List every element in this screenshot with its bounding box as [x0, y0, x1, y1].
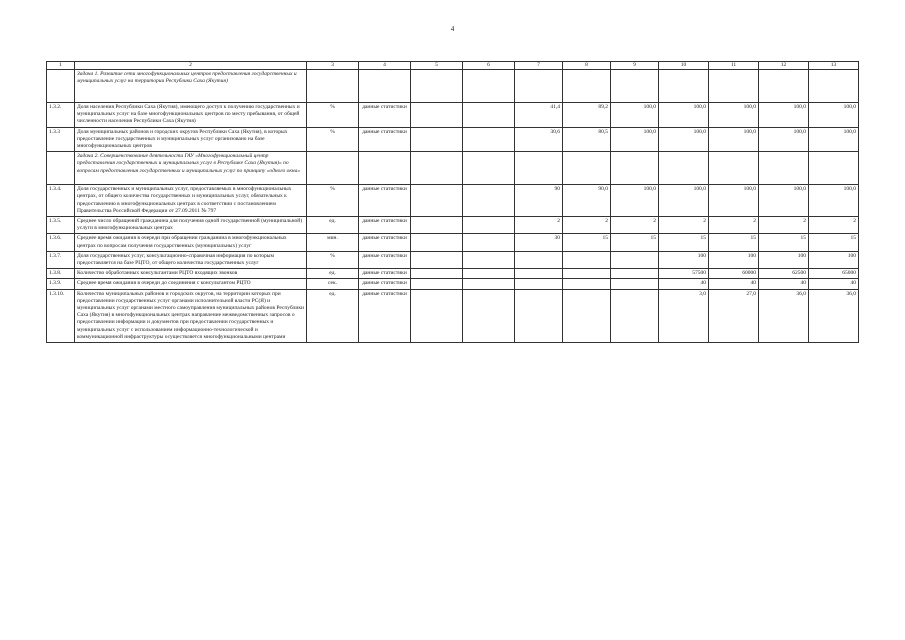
value-cell: 30,6 — [515, 127, 563, 152]
indicators-table — [46, 61, 859, 343]
unit-cell: ед. — [307, 289, 359, 342]
value-cell: 30 — [515, 234, 563, 251]
value-cell: 80,5 — [563, 127, 611, 152]
value-cell: 100,0 — [709, 103, 759, 128]
table-row — [47, 269, 859, 279]
value-cell — [563, 289, 611, 342]
value-cell — [411, 127, 463, 152]
value-cell — [463, 269, 515, 279]
value-cell: 100,0 — [709, 127, 759, 152]
value-cell: 100,0 — [611, 127, 659, 152]
value-cell — [463, 217, 515, 234]
source-cell: данные статистики — [359, 279, 411, 289]
value-cell — [515, 269, 563, 279]
value-cell: 57500 — [659, 269, 709, 279]
empty-cell — [611, 70, 659, 103]
value-cell — [563, 279, 611, 289]
table-row — [47, 289, 859, 342]
value-cell: 40 — [709, 279, 759, 289]
empty-cell — [411, 152, 463, 185]
value-cell: 15 — [611, 234, 659, 251]
row-number: 1.3.9. — [47, 279, 75, 289]
empty-cell — [515, 152, 563, 185]
value-cell: 100,0 — [611, 185, 659, 217]
value-cell — [563, 251, 611, 268]
source-cell: данные статистики — [359, 127, 411, 152]
value-cell — [515, 289, 563, 342]
table-body — [47, 70, 859, 343]
value-cell: 100,0 — [809, 127, 859, 152]
empty-cell — [563, 70, 611, 103]
column-header: 4 — [359, 62, 411, 70]
row-number: 1.3.5. — [47, 217, 75, 234]
row-number: 1.3.8. — [47, 269, 75, 279]
empty-cell — [563, 152, 611, 185]
task-row — [47, 152, 859, 185]
row-number: 1.3.10. — [47, 289, 75, 342]
empty-cell — [759, 152, 809, 185]
value-cell: 100,0 — [659, 185, 709, 217]
value-cell: 100,0 — [759, 103, 809, 128]
indicator-name: Количество обработанных консультантами РЦТО входящих звонков — [75, 269, 307, 279]
empty-cell — [411, 70, 463, 103]
column-header: 8 — [563, 62, 611, 70]
value-cell: 100,0 — [759, 185, 809, 217]
value-cell: 15 — [809, 234, 859, 251]
table-row — [47, 217, 859, 234]
column-header: 11 — [709, 62, 759, 70]
source-cell: данные статистики — [359, 269, 411, 279]
source-cell: данные статистики — [359, 234, 411, 251]
empty-cell — [515, 70, 563, 103]
unit-cell: % — [307, 185, 359, 217]
value-cell: 65000 — [809, 269, 859, 279]
column-header: 2 — [75, 62, 307, 70]
value-cell: 15 — [563, 234, 611, 251]
empty-cell — [307, 152, 359, 185]
value-cell — [411, 289, 463, 342]
unit-cell: % — [307, 127, 359, 152]
indicator-name: Среднее время ожидания в очереди до соединения с консультантом РЦТО — [75, 279, 307, 289]
empty-cell — [809, 70, 859, 103]
value-cell — [411, 234, 463, 251]
source-cell: данные статистики — [359, 185, 411, 217]
value-cell: 90,0 — [563, 185, 611, 217]
value-cell: 62500 — [759, 269, 809, 279]
empty-cell — [709, 152, 759, 185]
value-cell — [411, 103, 463, 128]
table-row — [47, 234, 859, 251]
table-row — [47, 185, 859, 217]
value-cell: 2 — [809, 217, 859, 234]
value-cell: 100,0 — [759, 127, 809, 152]
value-cell — [463, 289, 515, 342]
value-cell — [611, 279, 659, 289]
column-header: 6 — [463, 62, 515, 70]
value-cell: 2 — [611, 217, 659, 234]
value-cell: 100,0 — [659, 127, 709, 152]
value-cell: 100,0 — [659, 103, 709, 128]
indicator-name: Среднее время ожидания в очереди при обращении гражданина в многофункциональных центрах по вопросам получения государственных (муниципальных) услуг — [75, 234, 307, 251]
value-cell — [611, 289, 659, 342]
value-cell: 40 — [809, 279, 859, 289]
empty-cell — [809, 152, 859, 185]
value-cell: 89,2 — [563, 103, 611, 128]
empty-cell — [659, 152, 709, 185]
empty-cell — [709, 70, 759, 103]
value-cell: 36,0 — [759, 289, 809, 342]
value-cell — [463, 185, 515, 217]
indicator-name: Доля населения Республики Саха (Якутия), имеющего доступ к получению государственных и муниципальных услуг на базе многофункциональных центров по месту пребывания, от общей численности населения Республики Саха (Якутия) — [75, 103, 307, 128]
value-cell: 15 — [659, 234, 709, 251]
value-cell: 36,0 — [809, 289, 859, 342]
value-cell — [463, 251, 515, 268]
value-cell — [411, 217, 463, 234]
value-cell — [463, 103, 515, 128]
column-header: 13 — [809, 62, 859, 70]
source-cell: данные статистики — [359, 217, 411, 234]
value-cell — [611, 269, 659, 279]
empty-cell — [47, 70, 75, 103]
unit-cell: % — [307, 251, 359, 268]
value-cell: 100 — [809, 251, 859, 268]
unit-cell: мин. — [307, 234, 359, 251]
value-cell — [463, 127, 515, 152]
empty-cell — [463, 152, 515, 185]
unit-cell: ед. — [307, 217, 359, 234]
column-header: 1 — [47, 62, 75, 70]
value-cell: 100,0 — [809, 103, 859, 128]
header-row — [47, 62, 859, 70]
empty-cell — [611, 152, 659, 185]
value-cell: 100 — [659, 251, 709, 268]
value-cell: 2 — [709, 217, 759, 234]
value-cell — [411, 269, 463, 279]
row-number: 1.3.3 — [47, 127, 75, 152]
table-row — [47, 103, 859, 128]
column-header: 3 — [307, 62, 359, 70]
indicator-name: Доля государственных и муниципальных услуг, предоставляемых в многофункциональных центрах, от общего количества государственных и муниципальных услуг, обязательных к предоставлению в многофункциональных центрах в соответствии с постановлением Правительства Российской Федерации от 27.09.2011 № 797 — [75, 185, 307, 217]
value-cell — [411, 185, 463, 217]
unit-cell: сек. — [307, 279, 359, 289]
row-number: 1.3.6. — [47, 234, 75, 251]
value-cell — [611, 251, 659, 268]
empty-cell — [307, 70, 359, 103]
table-row — [47, 279, 859, 289]
indicator-name: Доля государственных услуг, консультационно-справочная информация по которым предоставляется на базе РЦТО, от общего количества государственных услуг — [75, 251, 307, 268]
column-header: 7 — [515, 62, 563, 70]
source-cell: данные статистики — [359, 103, 411, 128]
unit-cell: % — [307, 103, 359, 128]
column-header: 9 — [611, 62, 659, 70]
source-cell: данные статистики — [359, 251, 411, 268]
value-cell: 2 — [515, 217, 563, 234]
table-row — [47, 127, 859, 152]
value-cell: 2 — [659, 217, 709, 234]
empty-cell — [359, 70, 411, 103]
value-cell: 2 — [759, 217, 809, 234]
value-cell — [463, 234, 515, 251]
task-title: Задача 2. Совершенствование деятельности ГАУ «Многофункциональный центр предоставления государственных и муниципальных услуг в Республике Саха (Якутия)» по вопросам предоставления государственных и муниципальных услуг по принципу «одного окна» — [75, 152, 307, 185]
value-cell: 100 — [709, 251, 759, 268]
value-cell: 90 — [515, 185, 563, 217]
task-title: Задача 1. Развитие сети многофункциональных центров предоставления государственных и муниципальных услуг на территории Республики Саха (Якутия) — [75, 70, 307, 103]
empty-cell — [659, 70, 709, 103]
value-cell: 15 — [709, 234, 759, 251]
value-cell: 15 — [759, 234, 809, 251]
task-row — [47, 70, 859, 103]
row-number: 1.3.7. — [47, 251, 75, 268]
value-cell: 60000 — [709, 269, 759, 279]
value-cell: 27,0 — [709, 289, 759, 342]
value-cell: 3,0 — [659, 289, 709, 342]
value-cell: 100,0 — [611, 103, 659, 128]
value-cell — [515, 251, 563, 268]
column-header: 5 — [411, 62, 463, 70]
value-cell — [411, 251, 463, 268]
indicator-name: Доля муниципальных районов и городских округов Республики Саха (Якутия), в которых предоставление государственных и муниципальных услуг организовано на базе многофункциональных центров — [75, 127, 307, 152]
empty-cell — [359, 152, 411, 185]
column-header: 10 — [659, 62, 709, 70]
empty-cell — [463, 70, 515, 103]
value-cell: 2 — [563, 217, 611, 234]
page-number: 4 — [450, 25, 455, 33]
column-header: 12 — [759, 62, 809, 70]
value-cell: 40 — [659, 279, 709, 289]
indicator-name: Количество муниципальных районов и городских округов, на территории которых при предоставлении государственных услуг органами исполнительной власти РС(Я) и муниципальных услуг органами местного самоуправления муниципальных районов Республики Саха (Якутия) в многофункциональных центрах направление межведомственных запросов о предоставлении информации и документов при предоставлении государственных и муниципальных услуг с использованием информационно-технологической и коммуникационной инфраструктуры осуществляется многофункциональными центрами — [75, 289, 307, 342]
value-cell: 40 — [759, 279, 809, 289]
value-cell: 100 — [759, 251, 809, 268]
table-row — [47, 251, 859, 268]
value-cell: 100,0 — [709, 185, 759, 217]
value-cell: 100,0 — [809, 185, 859, 217]
unit-cell: ед. — [307, 269, 359, 279]
value-cell — [563, 269, 611, 279]
empty-cell — [47, 152, 75, 185]
empty-cell — [759, 70, 809, 103]
value-cell — [463, 279, 515, 289]
value-cell: 41,4 — [515, 103, 563, 128]
row-number: 1.3.2. — [47, 103, 75, 128]
value-cell — [411, 279, 463, 289]
source-cell: данные статистики — [359, 289, 411, 342]
row-number: 1.3.4. — [47, 185, 75, 217]
value-cell — [515, 279, 563, 289]
indicator-name: Среднее число обращений гражданина для получения одной государственной (муниципальной) услуги в многофункциональных центрах — [75, 217, 307, 234]
